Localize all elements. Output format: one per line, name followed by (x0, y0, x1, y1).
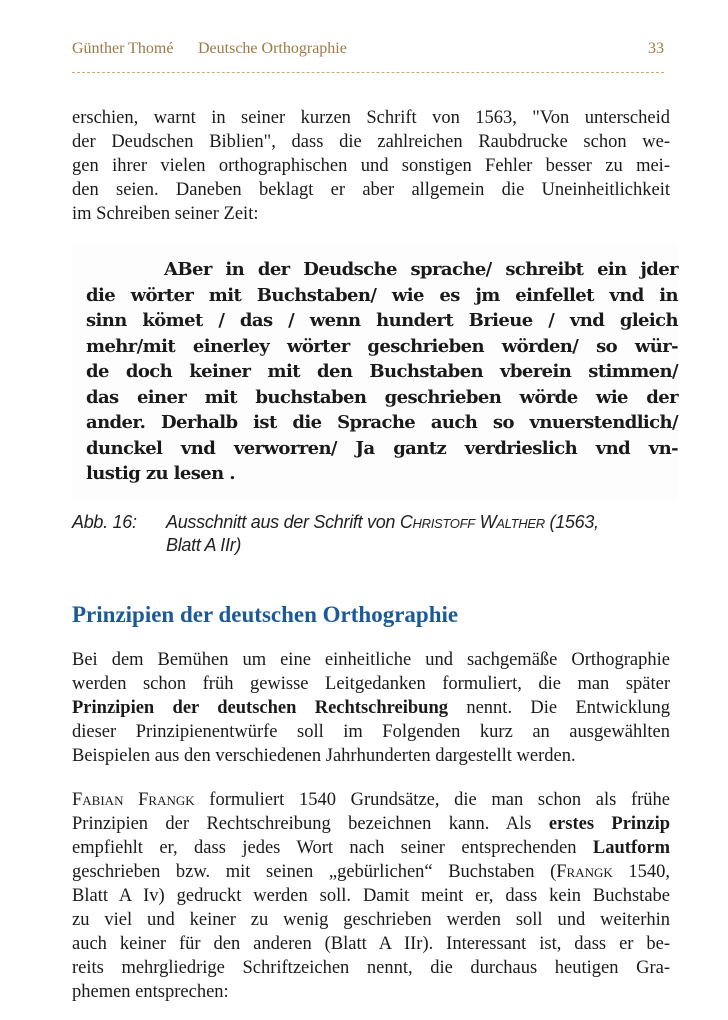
text-segment: gen ihrer vielen orthographischen und sonstigen Fehler besser zu mei- (72, 156, 670, 176)
bold-text: erstes Prinzip (548, 814, 670, 834)
text-segment: Bei dem Bemühen um eine einheitliche und sachgemäße Orthographie (72, 650, 670, 670)
text-line (72, 154, 670, 178)
fraktur-line: dunckel vnd verworren/ Ja gantz verdrieslich vnd vn- (86, 437, 678, 459)
text-line (72, 980, 670, 1004)
figure-label: Abb. 16: (72, 512, 137, 532)
text-segment: nennt. Die Entwicklung (448, 698, 670, 718)
text-line (72, 860, 670, 884)
text-segment: reits mehrgliedrige Schriftzeichen nennt, die durchaus heutigen Gra- (72, 958, 670, 978)
fraktur-text (86, 257, 678, 487)
text-segment: der Deudschen Biblien", dass die zahlreichen Raubdrucke schon we- (72, 132, 670, 152)
text-line (72, 648, 670, 672)
text-segment: dieser Prinzipienentwürfe soll im Folgenden kurz an ausgewählten (72, 722, 670, 742)
running-header-author: Günther Thomé (72, 40, 174, 57)
paragraph-frangk (72, 788, 670, 1004)
text-segment: formuliert 1540 Grundsätze, die man schon als frühe (194, 790, 670, 810)
text-segment: empfiehlt er, dass jedes Wort nach seiner entsprechenden (72, 838, 593, 858)
caption-author: Christoff Walther (399, 512, 545, 532)
text-line (72, 744, 670, 768)
figure-caption (166, 511, 599, 557)
text-segment: auch keiner für den anderen (Blatt A IIr). Interessant ist, dass er be- (72, 934, 670, 954)
text-segment: geschrieben bzw. mit seinen „gebürlichen“ Buchstaben ( (72, 862, 557, 882)
small-caps-name: Frangk (556, 862, 613, 882)
text-line (72, 908, 670, 932)
fraktur-figure-image (70, 243, 678, 501)
text-line (72, 106, 670, 130)
text-segment: Blatt A Iv) gedruckt werden soll. Damit meint er, dass kein Buchstabe (72, 886, 670, 906)
text-segment: werden schon früh gewisse Leitgedanken formuliert, die man später (72, 674, 670, 694)
fraktur-line: das einer mit buchstaben geschrieben wörde wie der (86, 386, 678, 408)
text-segment: zu viel und keiner zu wenig geschrieben werden soll und weiterhin (72, 910, 670, 930)
fraktur-line: lustig zu lesen . (86, 463, 235, 484)
text-segment: den seien. Daneben beklagt er aber allgemein die Uneinheitlichkeit (72, 180, 670, 200)
text-line (72, 932, 670, 956)
text-line (72, 696, 670, 720)
fraktur-line: die wörter mit Buchstaben/ wie es jm einfellet vnd in (86, 284, 678, 306)
text-line (72, 956, 670, 980)
paragraph-intro (72, 106, 670, 226)
text-segment: phemen entsprechen: (72, 982, 229, 1002)
fraktur-line: sinn kömet / das / wenn hundert Brieue / vnd gleich (86, 310, 678, 331)
text-segment: erschien, warnt in seiner kurzen Schrift von 1563, "Von unterscheid (72, 108, 670, 128)
section-heading: Prinzipien der deutschen Orthographie (72, 602, 459, 627)
header-rule (72, 72, 664, 73)
text-segment: Prinzipien der Rechtschreibung bezeichnen kann. Als (72, 814, 549, 834)
text-line (72, 672, 670, 696)
caption-year: (1563, (544, 512, 599, 532)
running-header-title: Deutsche Orthographie (198, 40, 347, 57)
caption-source: Blatt A IIr) (166, 535, 242, 555)
page-number: 33 (648, 40, 664, 57)
bold-text: Lautform (592, 838, 670, 858)
text-segment: Beispielen aus den verschiedenen Jahrhunderten dargestellt werden. (72, 746, 576, 766)
text-line (72, 720, 670, 744)
fraktur-line: ander. Derhalb ist die Sprache auch so vnuerstendlich/ (86, 412, 678, 433)
text-line (72, 202, 670, 226)
small-caps-name: Fabian Frangk (72, 790, 195, 810)
paragraph-principles (72, 648, 670, 768)
fraktur-line: mehr/mit einerley wörter geschrieben wörden/ so wür- (86, 335, 678, 357)
text-segment: im Schreiben seiner Zeit: (72, 204, 259, 224)
text-line (72, 812, 670, 836)
bold-text: Prinzipien der deutschen Rechtschreibung (72, 698, 449, 718)
text-line (72, 130, 670, 154)
text-line (72, 836, 670, 860)
text-segment: 1540, (612, 862, 670, 882)
fraktur-line: de doch keiner mit den Buchstaben vberein stimmen/ (86, 361, 678, 382)
fraktur-line: ABer in der Deudsche sprache/ schreibt ein jder (164, 259, 678, 280)
text-line (72, 178, 670, 202)
text-line (72, 884, 670, 908)
text-line (72, 788, 670, 812)
caption-text: Ausschnitt aus der Schrift von (166, 512, 400, 532)
